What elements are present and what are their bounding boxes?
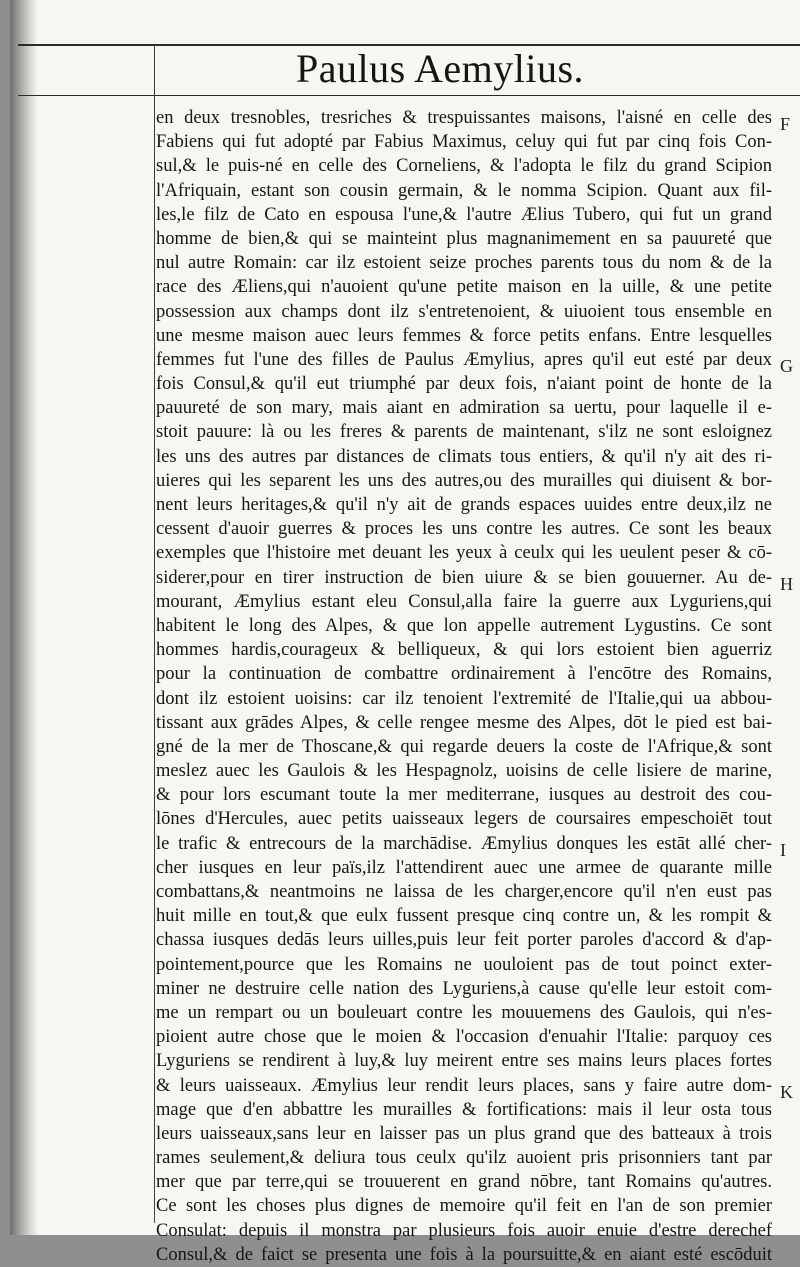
text-line: le trafic & entrecours de la marchādise. Æmylius donques les estāt allé cher- (156, 833, 772, 854)
text-line: Consulat: depuis il monstra par plusieurs fois auoir enuie d'estre derechef (156, 1220, 772, 1241)
text-line: mer que par terre,qui se trouuerent en grand nōbre, tant Romains qu'autres. (156, 1172, 772, 1193)
text-line: habitent le long des Alpes, & que lon appelle autrement Lygustins. Ce sont (156, 615, 772, 636)
text-line: stoit pauure: là ou les freres & parents de maintenant, s'ilz ne sont esloignez (156, 422, 772, 443)
text-line: pauureté de son mary, mais aiant en admiration sa uertu, pour laquelle il e- (156, 398, 772, 419)
text-line: leurs uaisseaux,sans leur en laisser pas un plus grand que des batteaux à trois (156, 1123, 772, 1144)
text-line: cessent d'auoir guerres & proces les uns contre les autres. Ce sont les beaux (156, 519, 772, 540)
margin-letter: I (780, 840, 786, 860)
text-line: huit mille en tout,& que eulx fussent presque cinq contre un, & les rompit & (156, 906, 772, 927)
text-line: nul autre Romain: car ilz estoient seize proches parents tous du nom & de la (156, 253, 772, 274)
text-line: meslez auec les Gaulois & les Hespagnolz, uoisins de celle lisiere de marine, (156, 761, 772, 782)
text-line: les,le filz de Cato en espousa l'une,& l'autre Ælius Tubero, qui fut un grand (156, 204, 772, 225)
text-line: me un rempart ou un bouleuart contre les mouuemens des Gaulois, qui n'es- (156, 1002, 772, 1023)
text-line: miner ne destruire celle nation des Lyguriens,à cause qu'elle leur estoit com- (156, 978, 772, 999)
gutter-shadow (10, 0, 38, 1235)
margin-letter: H (780, 573, 793, 594)
text-line: l'Afriquain, estant son cousin germain, & le nomma Scipion. Quant aux fil- (156, 180, 772, 201)
text-line: dont ilz estoient uoisins: car ilz tenoient l'extremité de l'Italie,qui ua abbou- (156, 688, 772, 709)
text-line: chassa iusques dedās leurs uilles,puis leur feit porter paroles d'accord & d'ap- (156, 930, 772, 951)
text-line: possession aux champs dont ilz s'entretenoient, & uiuoient tous ensemble en (156, 301, 772, 322)
text-line: uieres qui les separent les uns des autres,ou des murailles qui diuisent & bor- (156, 470, 772, 491)
text-line: pioient autre chose que le moien & l'occasion d'enuahir l'Italie: parquoy ces (156, 1027, 772, 1048)
left-margin-rule (154, 45, 155, 1220)
margin-letter: G (780, 356, 793, 376)
body-text (156, 106, 772, 1267)
text-line: nent leurs heritages,& qu'il n'y ait de grands espaces uuides entre deux,ilz ne (156, 495, 772, 515)
text-line: en deux tresnobles, tresriches & trespuissantes maisons, l'aisné en celle des (156, 108, 772, 128)
bottom-rule-tick (154, 1209, 155, 1223)
text-line: pointement,pource que les Romains ne uouloient pas de tout poinct exter- (156, 954, 772, 975)
margin-letter: F (780, 114, 791, 134)
text-line: femmes fut l'une des filles de Paulus Æmylius, apres qu'il eut esté par deux (156, 349, 772, 370)
text-line: Lyguriens se rendirent à luy,& luy meirent entre ses mains leurs places fortes (156, 1051, 772, 1072)
text-line: combattans,& neantmoins ne laissa de les charger,encore qu'il n'en eust pas (156, 882, 772, 902)
text-line: exemples que l'histoire met deuant les yeux à ceulx qui les ueulent peser & cō- (156, 543, 772, 564)
header-rule (18, 95, 800, 96)
text-line: les uns des autres par distances de climats tous entiers, & qu'il n'y ait des ri- (156, 446, 772, 467)
text-line: rames seulement,& deliura tous ceulx qu'ilz auoient pris prisonniers tant par (156, 1148, 772, 1169)
text-line: & pour lors escumant toute la mer mediterrane, iusques au destroit des cou- (156, 785, 772, 806)
text-line: cher iusques en leur païs,ilz l'attendirent auec une armee de quarante mille (156, 857, 772, 878)
text-line: Fabiens qui fut adopté par Fabius Maximus, celuy qui fut par cinq fois Con- (156, 132, 772, 153)
text-line: tissant aux grādes Alpes, & celle rengee mesme des Alpes, dōt le pied est bai- (156, 712, 772, 733)
text-line: hommes hardis,courageux & belliqueux, & qui lors estoient bien aguerriz (156, 640, 772, 661)
text-line: race des Æliens,qui n'auoient qu'une petite maison en la uille, & une petite (156, 277, 772, 298)
text-line: lōnes d'Hercules, auec petits uaisseaux legers de coursaires empeschoiēt tout (156, 809, 772, 830)
text-line: fois Consul,& qu'il eut triumphé par deux fois, n'aiant point de honte de la (156, 374, 772, 395)
text-line: Consul,& de faict se presenta une fois à la poursuitte,& en aiant esté escōduit (156, 1244, 772, 1265)
text-line: Ce sont les choses plus dignes de memoire qu'il feit en l'an de son premier (156, 1196, 772, 1217)
running-head: Paulus Aemylius. (295, 46, 585, 91)
text-line: une mesme maison auec leurs femmes & force petits enfans. Entre lesquelles (156, 325, 772, 346)
text-line: mourant, Æmylius estant eleu Consul,alla faire la guerre aux Lyguriens,qui (156, 591, 772, 612)
text-line: & leurs uaisseaux. Æmylius leur rendit leurs places, sans y faire autre dom- (156, 1075, 772, 1096)
book-page (10, 0, 800, 1265)
text-line: gné de la mer de Thoscane,& qui regarde deuers la coste de l'Afrique,& sont (156, 736, 772, 757)
text-line: siderer,pour en tirer instruction de bien uiure & se bien gouuerner. Au de- (156, 567, 772, 588)
text-line: mage que d'en abbattre les murailles & fortifications: mais il leur osta tous (156, 1099, 772, 1120)
text-line: homme de bien,& qui se mainteint plus magnanimement en sa pauureté que (156, 228, 772, 249)
margin-letter: K (780, 1082, 793, 1102)
text-line: sul,& le puis-né en celle des Corneliens, & l'adopta le filz du grand Scipion (156, 156, 772, 177)
text-line: pour la continuation de combattre ordinairement à l'encōtre des Romains, (156, 664, 772, 685)
